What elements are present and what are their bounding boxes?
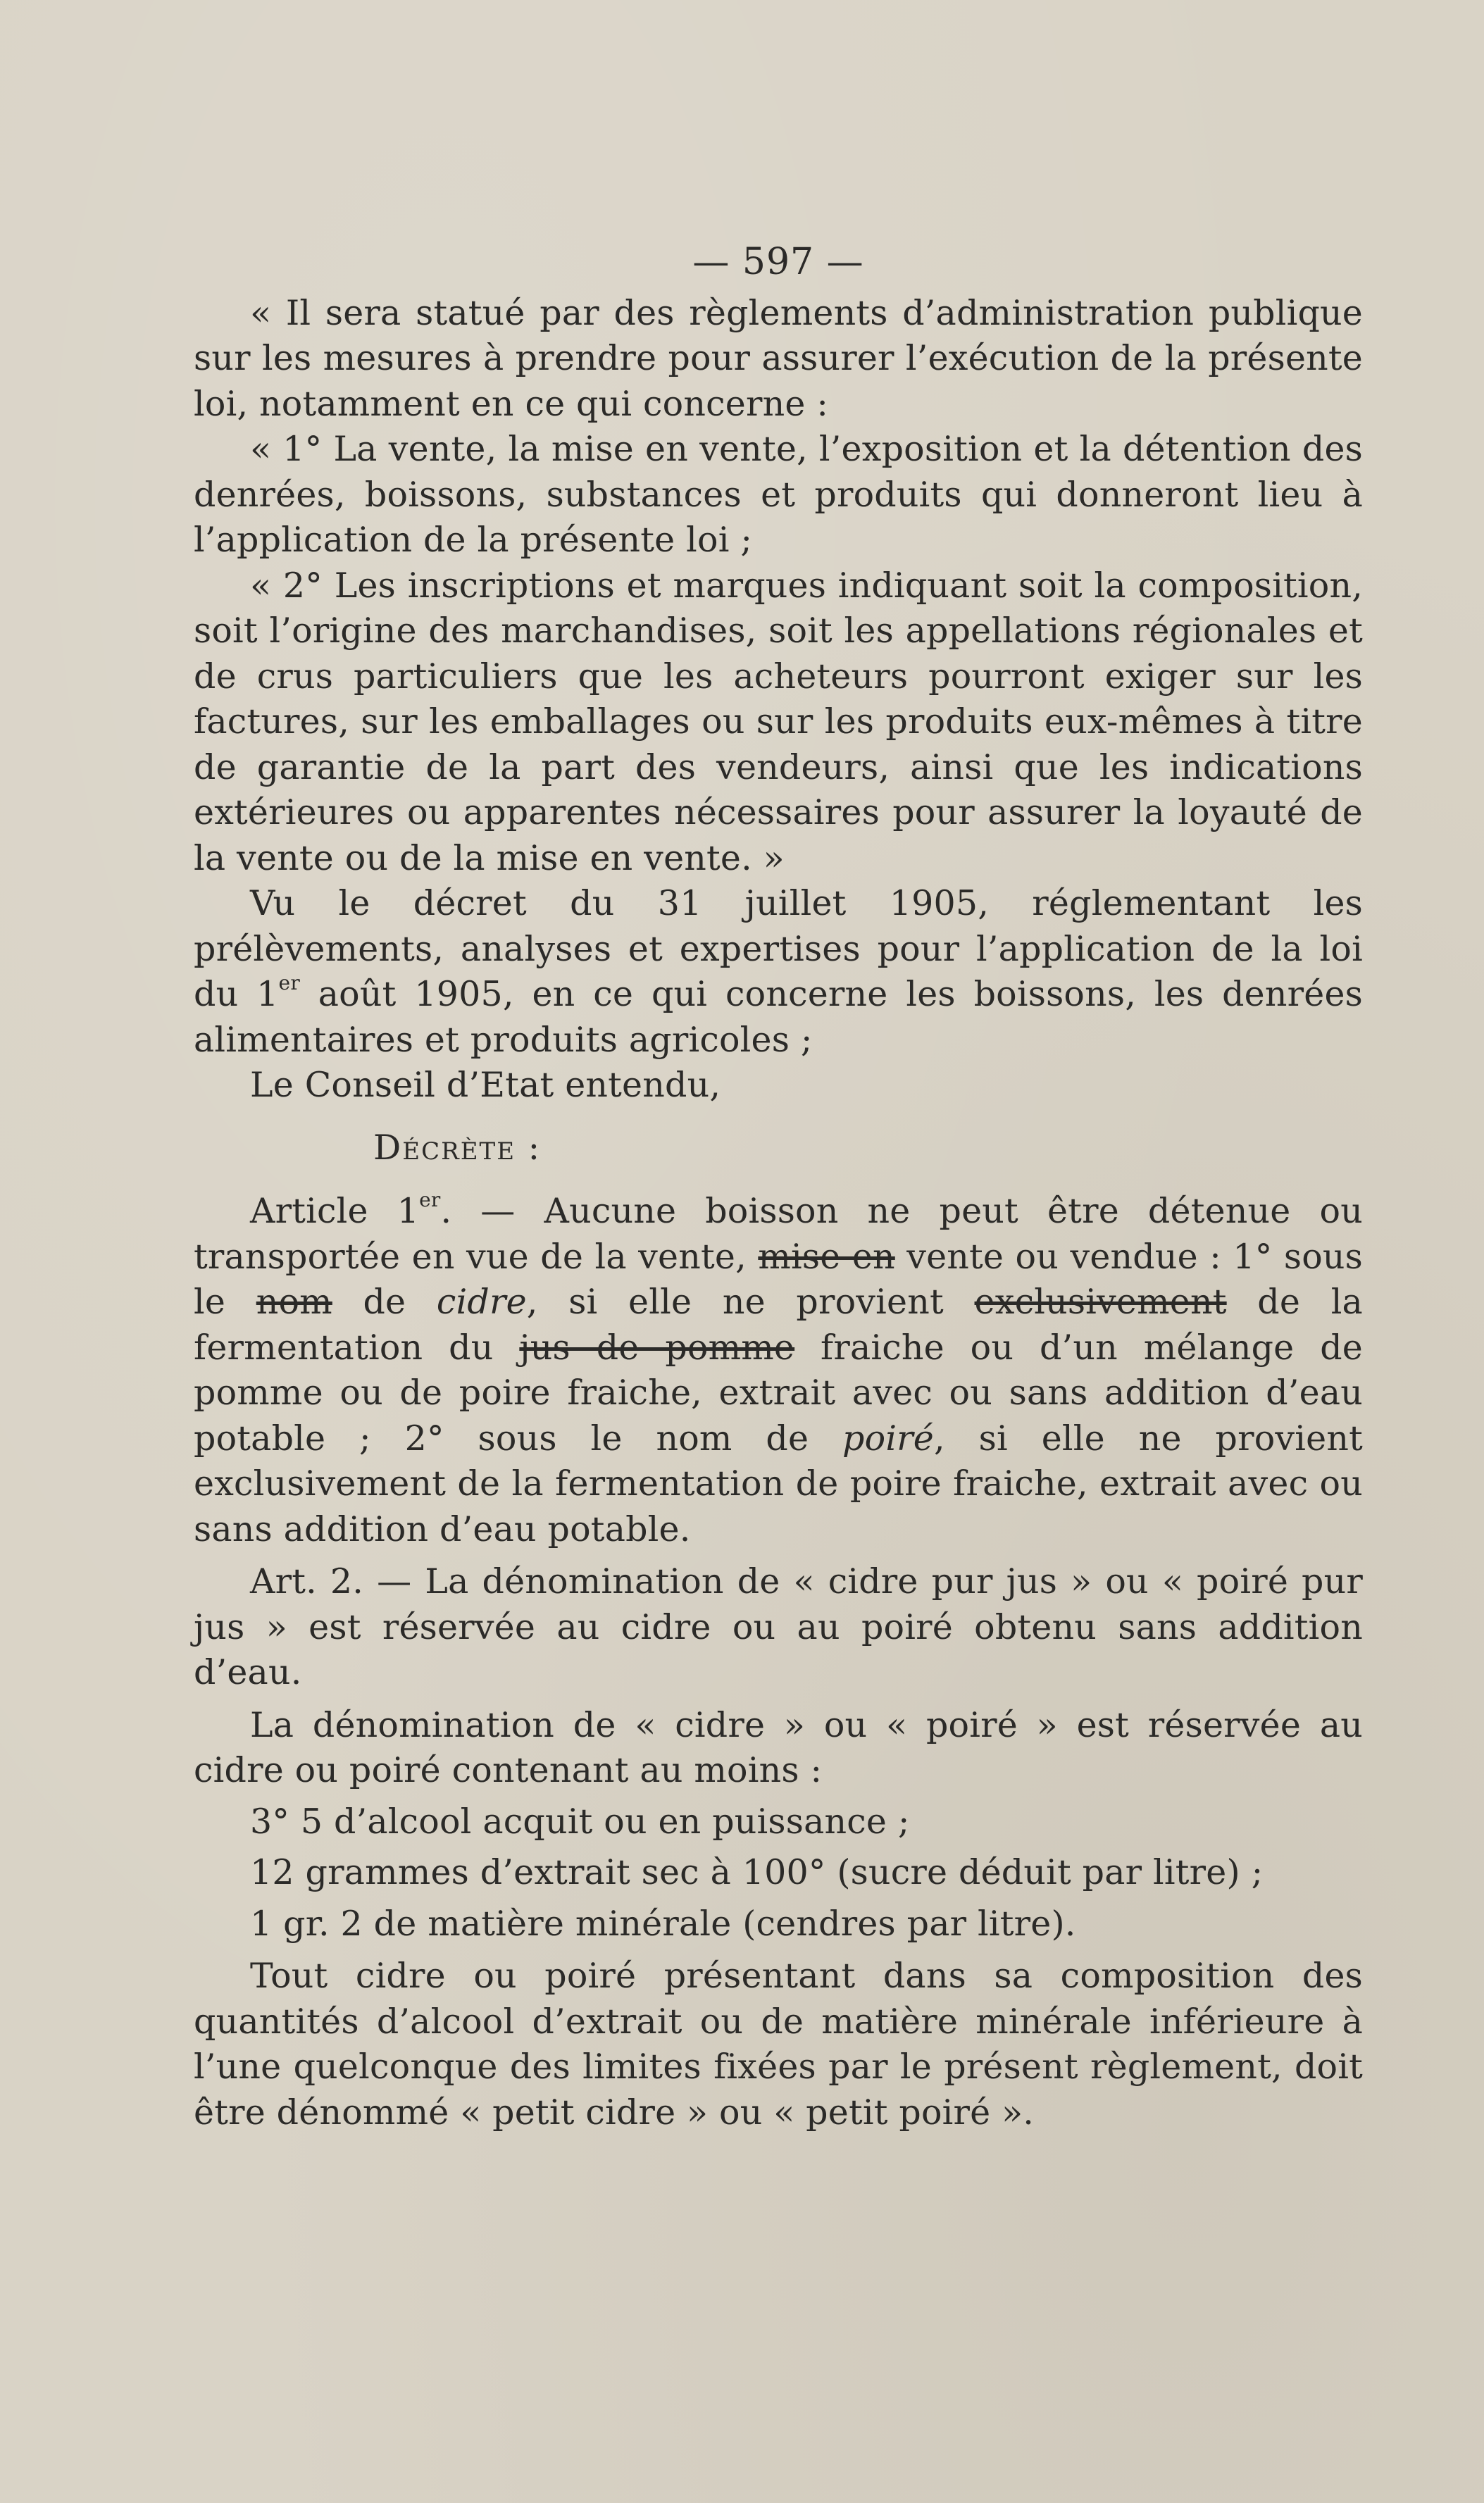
decrete-heading: Décrète :: [373, 1127, 542, 1168]
conseil-paragraph: Le Conseil d’Etat entendu,: [250, 1065, 721, 1105]
article-1-text-g: fraiche ou d’un mélange de pomme ou de poire fraiche, extrait avec ou sans addition d’eau potable ; 2° sous le nom de: [194, 1327, 1363, 1459]
italic-cidre: cidre: [436, 1282, 527, 1322]
page-text: [194, 239, 1363, 2135]
article-1-text-d: de: [332, 1282, 437, 1322]
denomination-paragraph: La dénomination de « cidre » ou « poiré » est réservée au cidre ou poiré contenant au moins :: [194, 1704, 1363, 1790]
quote-item-2-paragraph: « 2° Les inscriptions et marques indiquant soit la composition, soit l’origine des marchandises, soit les appellations régionales et de crus particuliers que les acheteurs pourront exiger sur les factures, sur les emballages ou sur les produits eux-mêmes à titre de garantie de la part des vendeurs, ainsi que les indications extérieures ou apparentes nécessaires pour assurer la loyauté de la vente ou de la mise en vente. »: [194, 565, 1363, 878]
struck-text-4: jus de pomme: [519, 1327, 795, 1368]
article-1-text-h: , si elle ne provient exclusivement de la fermentation de poire fraiche, extrait avec ou sans addition d’eau potable.: [194, 1418, 1363, 1549]
requirement-item: 1 gr. 2 de matière minérale (cendres par litre).: [250, 1903, 1076, 1944]
article-1-label: Article 1: [250, 1191, 420, 1231]
struck-text-2: nom: [256, 1282, 332, 1322]
article-1-text-f: de la fermentation du: [194, 1282, 1363, 1368]
article-1-text-e: , si elle ne provient: [526, 1282, 975, 1322]
vu-text-end: août 1905, en ce qui concerne les boissons, les denrées alimentaires et produits agricoles ;: [194, 974, 1363, 1060]
article-1-text-c: vente ou vendue : 1° sous le: [194, 1236, 1364, 1322]
vu-superscript: er: [278, 970, 300, 994]
requirement-item: 3° 5 d’alcool acquit ou en puissance ;: [250, 1801, 910, 1842]
struck-text-3: exclusivement: [974, 1282, 1227, 1322]
vu-text-start: Vu le décret du 31 juillet 1905, réglementant les prélèvements, analyses et expertises pour l’application de la loi du 1: [194, 883, 1363, 1014]
struck-text-1: mise en: [758, 1236, 895, 1277]
article-2-paragraph: Art. 2. — La dénomination de « cidre pur jus » ou « poiré pur jus » est réservée au cidre ou au poiré obtenu sans addition d’eau.: [194, 1561, 1363, 1692]
article-1-superscript: er: [419, 1187, 441, 1211]
italic-poire: poiré: [842, 1418, 935, 1459]
requirement-item: 12 grammes d’extrait sec à 100° (sucre déduit par litre) ;: [250, 1852, 1264, 1892]
page-number: — 597 —: [692, 241, 864, 283]
article-1-paragraph: [194, 1189, 1363, 1552]
vu-paragraph: [194, 881, 1363, 1063]
quote-intro-paragraph: « Il sera statué par des règlements d’administration publique sur les mesures à prendre pour assurer l’exécution de la présente loi, notamment en ce qui concerne :: [194, 292, 1363, 424]
closing-paragraph: Tout cidre ou poiré présentant dans sa composition des quantités d’alcool d’extrait ou de matière minérale inférieure à l’une quelconque des limites fixées par le présent règlement, doit être dénommé « petit cidre » ou « petit poiré ».: [194, 1956, 1363, 2133]
quote-item-1-paragraph: « 1° La vente, la mise en vente, l’exposition et la détention des denrées, boissons, substances et produits qui donneront lieu à l’application de la présente loi ;: [194, 429, 1363, 560]
article-1-text-b: . — Aucune boisson ne peut être détenue ou transportée en vue de la vente,: [194, 1191, 1363, 1277]
